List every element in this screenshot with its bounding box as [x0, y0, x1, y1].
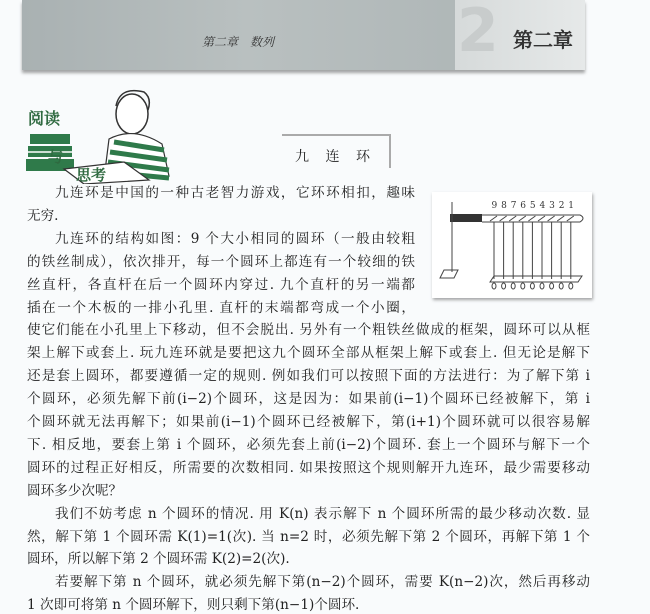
- rod-loop-icon: [492, 283, 496, 289]
- ring-icon: [557, 216, 564, 221]
- ring-label: 7: [510, 201, 517, 211]
- reading-thinking-illustration: [24, 84, 189, 184]
- ring-icon: [567, 216, 574, 221]
- text-line: 圆环，所以解下第 2 个圆环需 K(2)=2(次).: [27, 551, 290, 568]
- rod-loop-icon: [511, 283, 515, 289]
- svg-text:思考: 思考: [76, 166, 107, 184]
- text-line: 九连环的结构如图：9 个大小相同的圆环（一般由较粗: [55, 230, 415, 247]
- text-line: 使它们能在小孔里上下移动，但不会脱出. 另外有一个粗铁丝做成的框架，圆环可以从框: [27, 322, 590, 339]
- ring-icon: [500, 216, 507, 221]
- text-line: 无穷.: [27, 207, 59, 224]
- chapter-number: 2: [457, 0, 499, 66]
- text-line: 下. 相反地，要套上第 i 个圆环，必须先套上前(i−2)个圆环. 套上一个圆环与解下一个: [27, 436, 590, 453]
- svg-text:与: 与: [48, 148, 64, 166]
- rod-loop-icon: [540, 283, 544, 289]
- ring-label: 5: [529, 201, 536, 211]
- ring-label: 9: [491, 201, 498, 211]
- ring-icon: [538, 216, 545, 221]
- rod-loop-icon: [521, 283, 525, 289]
- text-line: 架上解下或套上. 玩九连环就是要把这九个圆环全部从框架上解下或套上. 但无论是解下: [27, 345, 590, 362]
- text-line: 的铁丝制成），依次排开，每一个圆环上都连有一个较细的铁: [27, 253, 415, 270]
- svg-text:阅读: 阅读: [28, 109, 61, 128]
- ring-icon: [490, 216, 497, 221]
- nine-rings-diagram: [432, 192, 592, 298]
- text-line: 丝直杆，各直杆在后一个圆环内穿过. 九个直杆的另一端都: [27, 276, 415, 293]
- ring-icon: [519, 216, 526, 221]
- running-title: 第二章 数列: [202, 35, 275, 49]
- chapter-tab: [455, 0, 585, 70]
- ring-label: 6: [520, 201, 527, 211]
- ring-label: 2: [558, 201, 565, 211]
- nine-rings-figure: [432, 192, 592, 298]
- text-line: 个圆环就无法再解下；如果前(i−1)个圆环已经被解下，第(i+1)个圆环就可以很容易解: [27, 414, 590, 430]
- handle-icon: [450, 214, 482, 222]
- text-line: 九连环是中国的一种古老智力游戏，它环环相扣，趣味: [55, 185, 415, 201]
- text-line: 圆环的过程正好相反，所需要的次数相同. 如果按照这个规则解开九连环，最少需要移动: [27, 459, 590, 476]
- text-line: 若要解下第 n 个圆环，就必须先解下第(n−2)个圆环，需要 K(n−2)次，然后再移动: [55, 574, 590, 591]
- section-title-box: [282, 134, 391, 168]
- ring-label: 3: [549, 201, 555, 211]
- text-line: 圆环多少次呢？: [27, 482, 123, 499]
- ring-icon: [509, 216, 516, 221]
- ring-icon: [548, 216, 555, 221]
- ring-label: 4: [539, 201, 546, 211]
- rod-loop-icon: [559, 283, 563, 289]
- ring-label: 1: [568, 201, 575, 211]
- text-line: 还是套上圆环，都要遵循一定的规则. 例如我们可以按照下面的方法进行：为了解下第 i: [27, 368, 590, 385]
- text-line: 我们不妨考虑 n 个圆环的情况. 用 K(n) 表示解下 n 个圆环所需的最少移动次数. 显: [55, 505, 590, 522]
- ring-icon: [528, 216, 535, 221]
- rod-loop-icon: [502, 283, 506, 289]
- rod-loop-icon: [569, 283, 573, 289]
- text-line: 然，解下第 1 个圆环需 K(1)=1(次). 当 n=2 时，必须先解下第 2 个圆环，再解下第 1 个: [27, 528, 590, 545]
- chapter-label: 第二章: [513, 28, 573, 52]
- rod-loop-icon: [530, 283, 534, 289]
- text-line: 插在一个木板的一排小孔里. 直杆的末端都弯成一个小圈，: [27, 299, 415, 316]
- section-title: 九 连 环: [295, 149, 376, 165]
- text-line: 个圆环，必须先解下前(i−2)个圆环，这是因为：如果前(i−1)个圆环已经被解下，第 i: [27, 391, 590, 408]
- ring-label: 8: [501, 201, 507, 211]
- text-line: 1 次即可将第 n 个圆环解下，则只剩下第(n−1)个圆环.: [27, 597, 360, 614]
- rod-loop-icon: [550, 283, 554, 289]
- chapter-header: [22, 0, 585, 70]
